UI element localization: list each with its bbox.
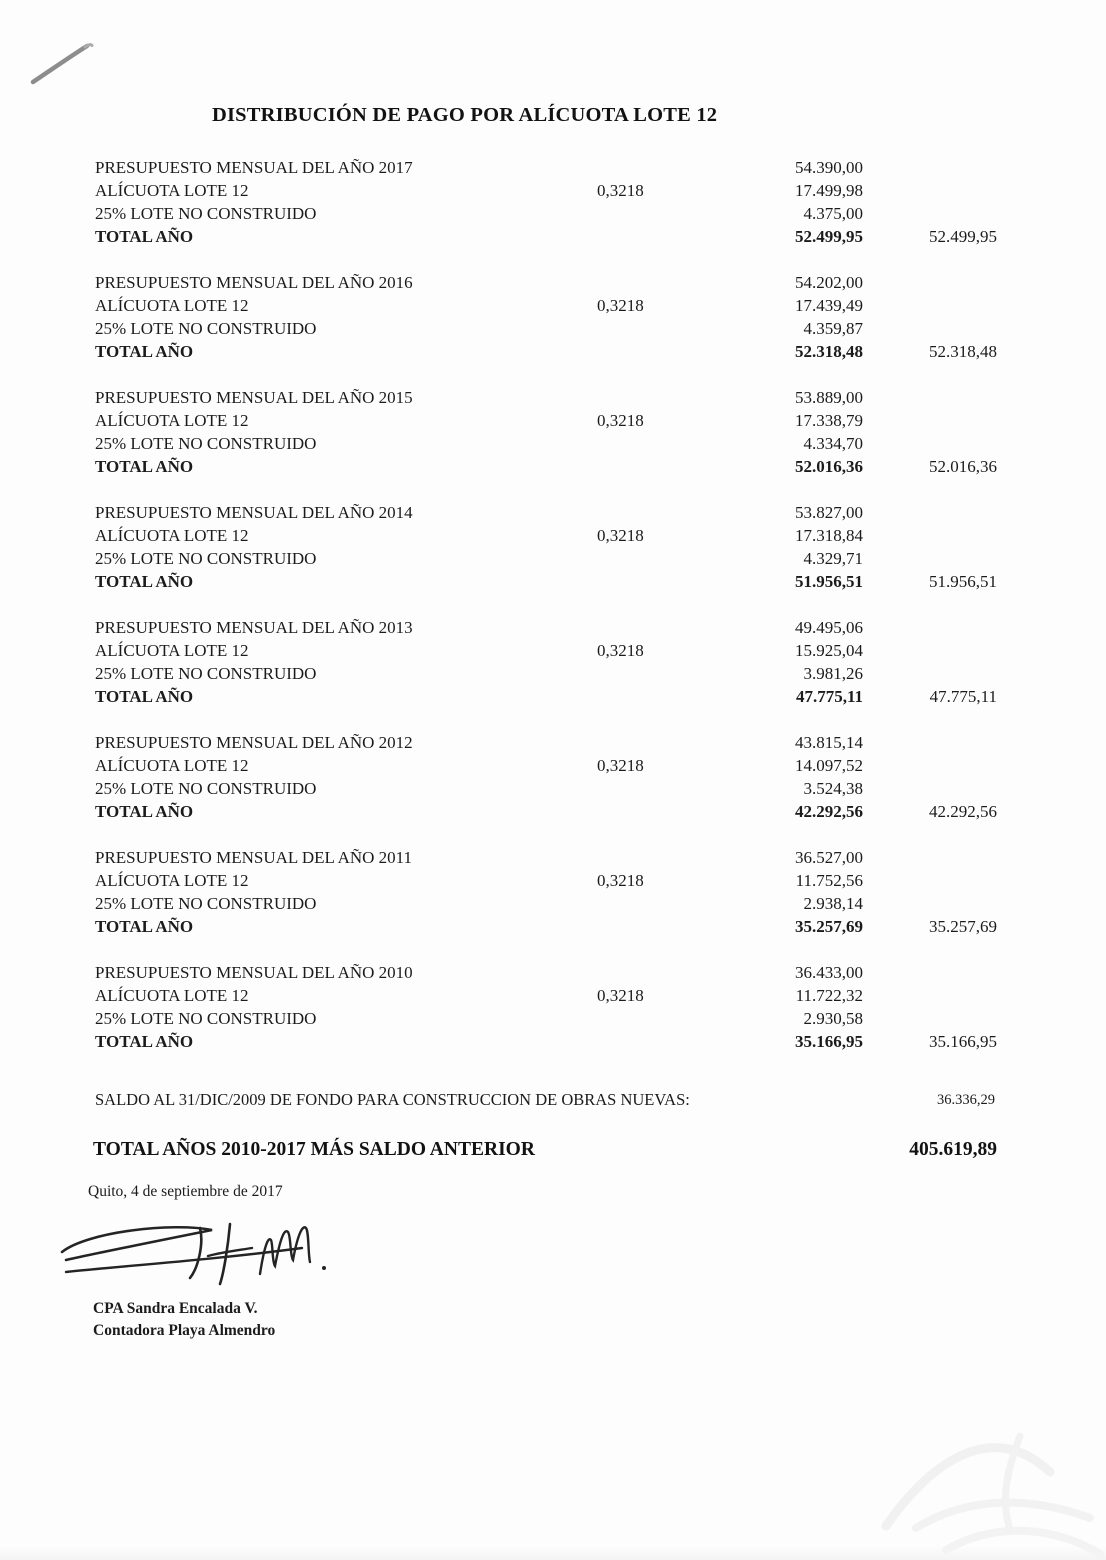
lote25-value: 4.329,71 — [803, 549, 863, 568]
year-blocks — [0, 156, 1106, 1076]
total-row — [0, 570, 1106, 593]
alicuota-row — [0, 639, 1106, 662]
total-row — [0, 225, 1106, 248]
alicuota-ratio: 0,3218 — [597, 296, 644, 315]
lote25-value: 2.938,14 — [803, 894, 863, 913]
alicuota-row — [0, 409, 1106, 432]
alicuota-value: 11.722,32 — [795, 986, 863, 1005]
presupuesto-row — [0, 386, 1106, 409]
lote25-label: 25% LOTE NO CONSTRUIDO — [95, 319, 317, 338]
lote25-value: 4.375,00 — [803, 204, 863, 223]
grand-total-label: TOTAL AÑOS 2010-2017 MÁS SALDO ANTERIOR — [93, 1139, 535, 1160]
total-label: TOTAL AÑO — [95, 572, 194, 591]
alicuota-row — [0, 294, 1106, 317]
grand-total-value: 405.619,89 — [909, 1139, 997, 1160]
total-label: TOTAL AÑO — [95, 687, 194, 706]
total-repeat-value: 52.499,95 — [929, 227, 997, 246]
presupuesto-label: PRESUPUESTO MENSUAL DEL AÑO 2017 — [95, 158, 413, 177]
total-repeat-value: 42.292,56 — [929, 802, 997, 821]
total-value: 52.499,95 — [795, 227, 863, 246]
total-row — [0, 685, 1106, 708]
saldo-value: 36.336,29 — [937, 1092, 995, 1108]
presupuesto-row — [0, 731, 1106, 754]
saldo-label: SALDO AL 31/DIC/2009 DE FONDO PARA CONSTRUCCION DE OBRAS NUEVAS: — [95, 1090, 690, 1109]
total-row — [0, 915, 1106, 938]
total-label: TOTAL AÑO — [95, 802, 194, 821]
lote25-value: 4.334,70 — [803, 434, 863, 453]
alicuota-value: 15.925,04 — [795, 641, 863, 660]
lote25-label: 25% LOTE NO CONSTRUIDO — [95, 549, 317, 568]
total-row — [0, 800, 1106, 823]
lote25-row — [0, 202, 1106, 225]
year-block — [0, 271, 1106, 363]
year-block — [0, 961, 1106, 1053]
date-line: Quito, 4 de septiembre de 2017 — [88, 1183, 283, 1200]
total-row — [0, 455, 1106, 478]
alicuota-label: ALÍCUOTA LOTE 12 — [95, 986, 249, 1005]
total-value: 35.166,95 — [795, 1032, 863, 1051]
year-block — [0, 386, 1106, 478]
lote25-value: 3.524,38 — [803, 779, 863, 798]
alicuota-row — [0, 869, 1106, 892]
alicuota-row — [0, 524, 1106, 547]
total-label: TOTAL AÑO — [95, 457, 194, 476]
alicuota-value: 17.338,79 — [795, 411, 863, 430]
presupuesto-row — [0, 156, 1106, 179]
alicuota-value: 17.439,49 — [795, 296, 863, 315]
total-value: 35.257,69 — [795, 917, 863, 936]
year-block — [0, 731, 1106, 823]
alicuota-label: ALÍCUOTA LOTE 12 — [95, 526, 249, 545]
presupuesto-value: 36.527,00 — [795, 848, 863, 867]
presupuesto-value: 54.202,00 — [795, 273, 863, 292]
presupuesto-label: PRESUPUESTO MENSUAL DEL AÑO 2011 — [95, 848, 413, 867]
lote25-label: 25% LOTE NO CONSTRUIDO — [95, 204, 317, 223]
presupuesto-row — [0, 961, 1106, 984]
presupuesto-label: PRESUPUESTO MENSUAL DEL AÑO 2015 — [95, 388, 413, 407]
presupuesto-value: 36.433,00 — [795, 963, 863, 982]
presupuesto-value: 53.827,00 — [795, 503, 863, 522]
presupuesto-label: PRESUPUESTO MENSUAL DEL AÑO 2016 — [95, 273, 413, 292]
alicuota-ratio: 0,3218 — [597, 526, 644, 545]
lote25-value: 4.359,87 — [803, 319, 863, 338]
presupuesto-value: 49.495,06 — [795, 618, 863, 637]
presupuesto-row — [0, 271, 1106, 294]
presupuesto-row — [0, 846, 1106, 869]
presupuesto-value: 43.815,14 — [795, 733, 863, 752]
total-repeat-value: 51.956,51 — [929, 572, 997, 591]
lote25-row — [0, 1007, 1106, 1030]
alicuota-ratio: 0,3218 — [597, 756, 644, 775]
total-value: 51.956,51 — [795, 572, 863, 591]
lote25-row — [0, 892, 1106, 915]
alicuota-value: 17.318,84 — [795, 526, 863, 545]
year-block — [0, 501, 1106, 593]
lote25-value: 2.930,58 — [803, 1009, 863, 1028]
total-repeat-value: 35.257,69 — [929, 917, 997, 936]
lote25-row — [0, 777, 1106, 800]
alicuota-ratio: 0,3218 — [597, 641, 644, 660]
total-repeat-value: 35.166,95 — [929, 1032, 997, 1051]
presupuesto-label: PRESUPUESTO MENSUAL DEL AÑO 2012 — [95, 733, 413, 752]
presupuesto-label: PRESUPUESTO MENSUAL DEL AÑO 2013 — [95, 618, 413, 637]
alicuota-label: ALÍCUOTA LOTE 12 — [95, 411, 249, 430]
presupuesto-value: 53.889,00 — [795, 388, 863, 407]
total-repeat-value: 52.016,36 — [929, 457, 997, 476]
total-row — [0, 340, 1106, 363]
alicuota-row — [0, 754, 1106, 777]
alicuota-label: ALÍCUOTA LOTE 12 — [95, 181, 249, 200]
alicuota-ratio: 0,3218 — [597, 181, 644, 200]
total-label: TOTAL AÑO — [95, 1032, 194, 1051]
year-block — [0, 156, 1106, 248]
presupuesto-label: PRESUPUESTO MENSUAL DEL AÑO 2014 — [95, 503, 413, 522]
total-label: TOTAL AÑO — [95, 227, 194, 246]
saldo-row — [0, 1088, 1106, 1112]
lote25-row — [0, 317, 1106, 340]
watermark — [858, 1378, 1106, 1560]
lote25-value: 3.981,26 — [803, 664, 863, 683]
page-title: DISTRIBUCIÓN DE PAGO POR ALÍCUOTA LOTE 12 — [212, 104, 718, 126]
total-label: TOTAL AÑO — [95, 917, 194, 936]
presupuesto-value: 54.390,00 — [795, 158, 863, 177]
lote25-row — [0, 432, 1106, 455]
grand-total-row — [0, 1136, 1106, 1164]
total-value: 52.016,36 — [795, 457, 863, 476]
lote25-row — [0, 547, 1106, 570]
alicuota-ratio: 0,3218 — [597, 411, 644, 430]
presupuesto-row — [0, 501, 1106, 524]
alicuota-ratio: 0,3218 — [597, 986, 644, 1005]
total-label: TOTAL AÑO — [95, 342, 194, 361]
alicuota-label: ALÍCUOTA LOTE 12 — [95, 641, 249, 660]
signature — [52, 1210, 352, 1310]
alicuota-label: ALÍCUOTA LOTE 12 — [95, 756, 249, 775]
lote25-label: 25% LOTE NO CONSTRUIDO — [95, 664, 317, 683]
scan-bottom-shadow — [0, 1546, 1106, 1560]
alicuota-value: 17.499,98 — [795, 181, 863, 200]
alicuota-label: ALÍCUOTA LOTE 12 — [95, 296, 249, 315]
lote25-label: 25% LOTE NO CONSTRUIDO — [95, 434, 317, 453]
alicuota-ratio: 0,3218 — [597, 871, 644, 890]
alicuota-label: ALÍCUOTA LOTE 12 — [95, 871, 249, 890]
total-repeat-value: 52.318,48 — [929, 342, 997, 361]
total-value: 42.292,56 — [795, 802, 863, 821]
pen-mark — [28, 40, 100, 88]
lote25-label: 25% LOTE NO CONSTRUIDO — [95, 894, 317, 913]
lote25-label: 25% LOTE NO CONSTRUIDO — [95, 1009, 317, 1028]
total-row — [0, 1030, 1106, 1053]
lote25-row — [0, 662, 1106, 685]
signer-name: CPA Sandra Encalada V. — [93, 1300, 258, 1317]
year-block — [0, 616, 1106, 708]
alicuota-row — [0, 984, 1106, 1007]
total-value: 52.318,48 — [795, 342, 863, 361]
alicuota-value: 11.752,56 — [795, 871, 863, 890]
presupuesto-row — [0, 616, 1106, 639]
total-value: 47.775,11 — [795, 687, 863, 706]
alicuota-value: 14.097,52 — [795, 756, 863, 775]
lote25-label: 25% LOTE NO CONSTRUIDO — [95, 779, 317, 798]
signer-title: Contadora Playa Almendro — [93, 1322, 276, 1339]
year-block — [0, 846, 1106, 938]
total-repeat-value: 47.775,11 — [929, 687, 997, 706]
presupuesto-label: PRESUPUESTO MENSUAL DEL AÑO 2010 — [95, 963, 413, 982]
alicuota-row — [0, 179, 1106, 202]
